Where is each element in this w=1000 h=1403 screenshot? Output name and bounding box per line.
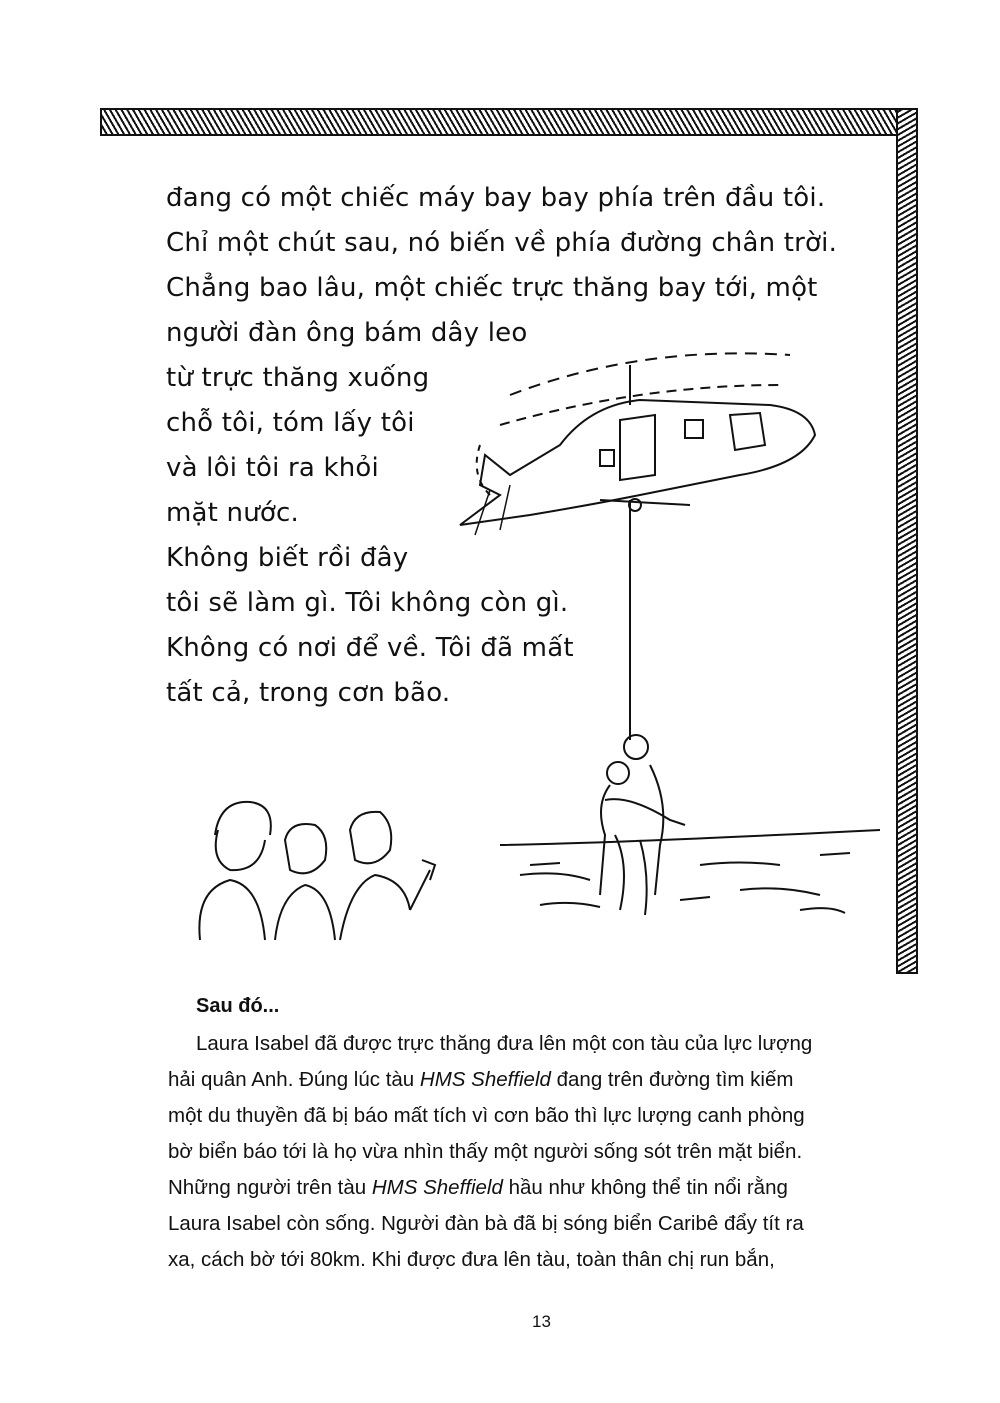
section-title: Sau đó... [196,995,280,1017]
article-paragraph [168,1026,924,1278]
rescue-rope [620,500,640,740]
comic-line: chỗ tôi, tóm lấy tôi [166,408,415,438]
onlookers-illustration [190,790,450,950]
paragraph-line: bờ biển báo tới là họ vừa nhìn thấy một người sống sót trên mặt biển. [168,1140,803,1163]
comic-line: tất cả, trong cơn bão. [166,678,451,708]
panel-frame-right-border [896,108,918,974]
ship-name: HMS Sheffield [419,1068,551,1091]
page-number: 13 [532,1312,551,1331]
paragraph-line: Laura Isabel đã được trực thăng đưa lên một con tàu của lực lượng [196,1032,813,1055]
comic-line: tôi sẽ làm gì. Tôi không còn gì. [166,588,569,618]
rescue-scene-illustration [500,725,880,930]
paragraph-line: hải quân Anh. Đúng lúc tàu HMS Sheffield đang trên đường tìm kiếm [168,1068,794,1091]
comic-line: Không có nơi để về. Tôi đã mất [166,633,574,663]
paragraph-line: một du thuyền đã bị báo mất tích vì cơn bão thì lực lượng canh phòng [168,1104,805,1127]
paragraph-line: Laura Isabel còn sống. Người đàn bà đã bị sóng biển Caribê đẩy tít ra [168,1212,804,1235]
comic-line: đang có một chiếc máy bay bay phía trên đầu tôi. [166,183,826,213]
comic-line: người đàn ông bám dây leo [166,318,528,348]
comic-line: mặt nước. [166,498,299,528]
paragraph-line: xa, cách bờ tới 80km. Khi được đưa lên tàu, toàn thân chị run bắn, [168,1248,775,1271]
comic-line: từ trực thăng xuống [166,363,430,393]
helicopter-illustration [440,325,840,555]
comic-line: Không biết rồi đây [166,543,409,573]
comic-line: và lôi tôi ra khỏi [166,453,379,483]
comic-line: Chỉ một chút sau, nó biến về phía đường chân trời. [166,228,838,258]
comic-line: Chẳng bao lâu, một chiếc trực thăng bay tới, một [166,273,818,303]
paragraph-line: Những người trên tàu HMS Sheffield hầu như không thể tin nổi rằng [168,1176,788,1199]
ship-name: HMS Sheffield [371,1176,503,1199]
panel-frame-top-border [100,108,918,136]
